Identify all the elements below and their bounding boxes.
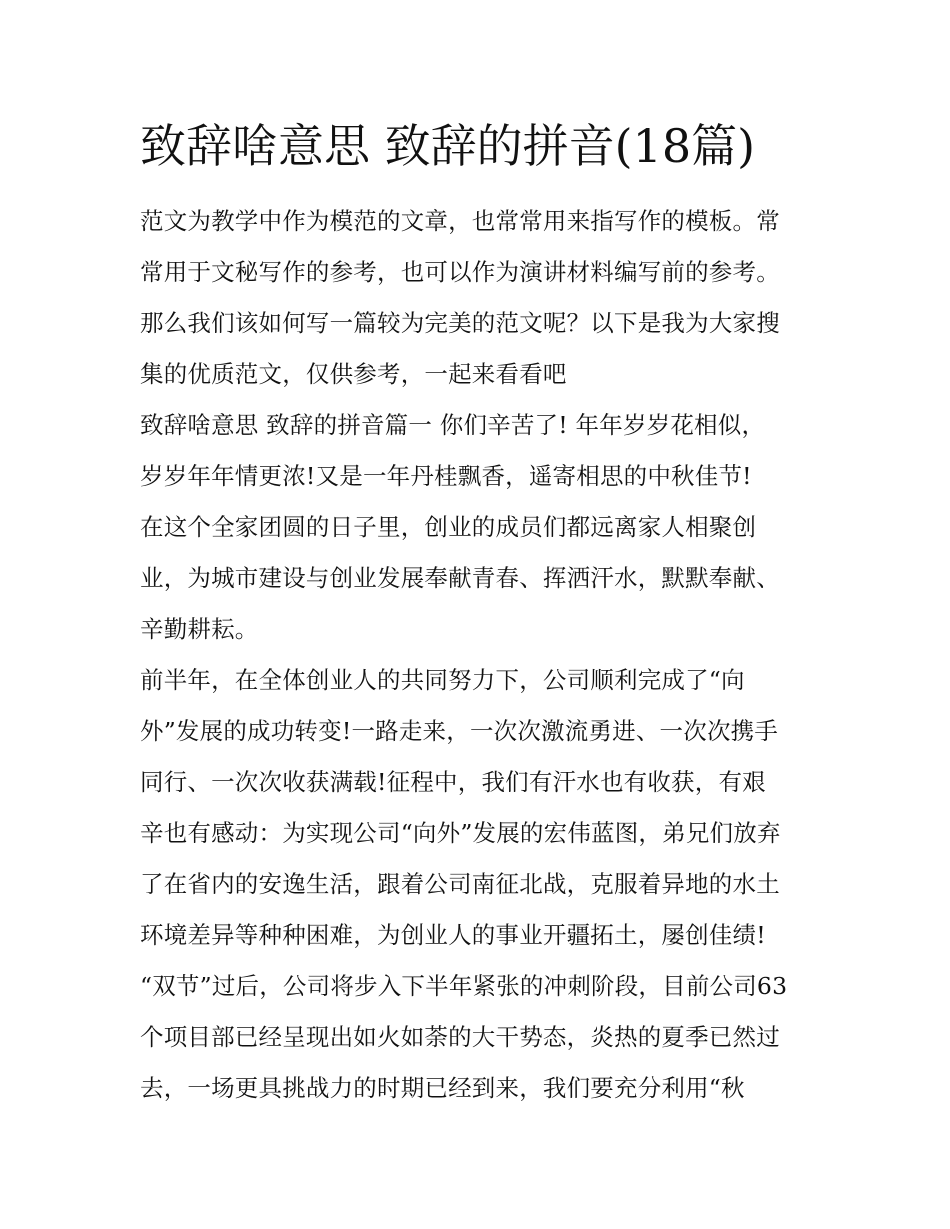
document-title: 致辞啥意思 致辞的拼音(18篇) — [140, 119, 756, 173]
text-line: 那么我们该如何写一篇较为完美的范文呢？以下是我为大家搜 — [140, 309, 780, 337]
text-line: 辛也有感动：为实现公司“向外”发展的宏伟蓝图，弟兄们放弃 — [140, 819, 781, 847]
text-line: 致辞啥意思 致辞的拼音篇一 你们辛苦了! 年年岁岁花相似， — [140, 411, 766, 439]
text-line: 辛勤耕耘。 — [140, 615, 259, 643]
text-line: 在这个全家团圆的日子里，创业的成员们都远离家人相聚创 — [140, 513, 757, 541]
text-line: 集的优质范文，仅供参考，一起来看看吧 — [140, 360, 567, 388]
text-line: 业，为城市建设与创业发展奉献青春、挥洒汗水，默默奉献、 — [140, 564, 780, 592]
text-line: 环境差异等种种困难，为创业人的事业开疆拓土，屡创佳绩! — [140, 921, 766, 949]
text-line: 外”发展的成功转变!一路走来，一次次激流勇进、一次次携手 — [140, 717, 779, 745]
text-line: 同行、一次次收获满载!征程中，我们有汗水也有收获，有艰 — [140, 768, 766, 796]
text-line: 岁岁年年情更浓!又是一年丹桂飘香，遥寄相思的中秋佳节! — [140, 462, 752, 490]
text-line: 前半年，在全体创业人的共同努力下，公司顺利完成了“向 — [140, 666, 745, 694]
text-line: 范文为教学中作为模范的文章，也常常用来指写作的模板。常 — [140, 207, 780, 235]
text-line: “双节”过后，公司将步入下半年紧张的冲刺阶段，目前公司63 — [140, 972, 788, 1000]
text-line: 去，一场更具挑战力的时期已经到来，我们要充分利用“秋 — [140, 1074, 745, 1102]
text-line: 常用于文秘写作的参考，也可以作为演讲材料编写前的参考。 — [140, 258, 780, 286]
text-line: 了在省内的安逸生活，跟着公司南征北战，克服着异地的水土 — [140, 870, 780, 898]
text-line: 个项目部已经呈现出如火如荼的大干势态，炎热的夏季已然过 — [140, 1023, 780, 1051]
